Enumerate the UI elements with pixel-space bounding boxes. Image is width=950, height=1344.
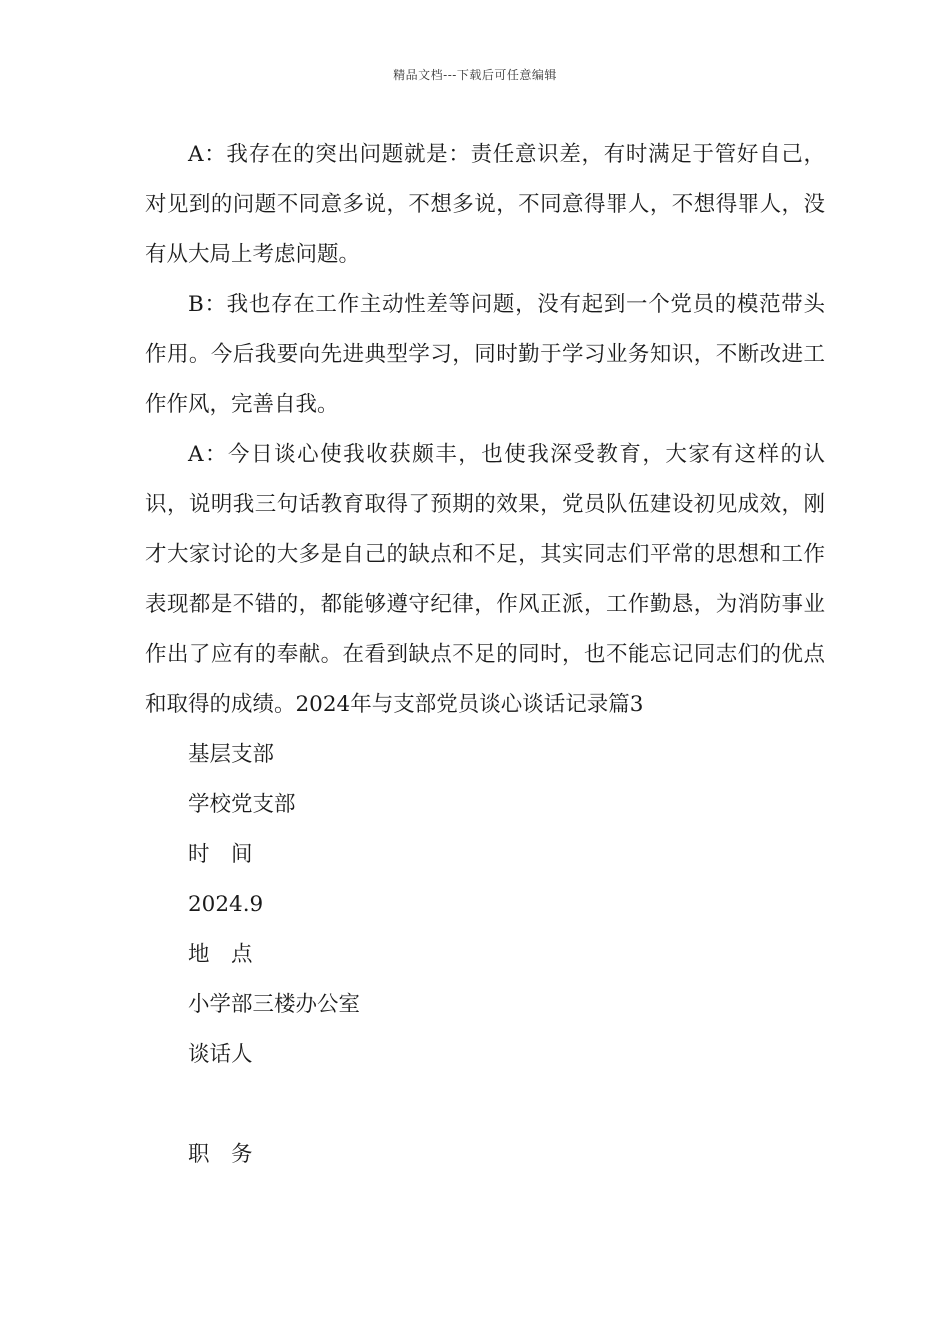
branch-label: 基层支部 bbox=[188, 742, 275, 767]
document-body bbox=[145, 130, 825, 1180]
place-label: 地 点 bbox=[188, 942, 253, 967]
time-label: 时 间 bbox=[188, 842, 253, 867]
paragraph-a-summary: A：今日谈心使我收获颇丰，也使我深受教育，大家有这样的认识，说明我三句话教育取得了预期的效果，党员队伍建设初见成效，刚才大家讨论的大多是自己的缺点和不足，其实同志们平常的思想和工作表现都是不错的，都能够遵守纪律，作风正派，工作勤恳，为消防事业作出了应有的奉献。在看到缺点不足的同时，也不能忘记同志们的优点和取得的成绩。2024年与支部党员谈心谈话记录篇3 bbox=[145, 442, 825, 717]
paragraph-b-response: B：我也存在工作主动性差等问题，没有起到一个党员的模范带头作用。今后我要向先进典型学习，同时勤于学习业务知识，不断改进工作作风，完善自我。 bbox=[145, 292, 825, 417]
time-value: 2024.9 bbox=[188, 892, 264, 917]
branch-value: 学校党支部 bbox=[188, 792, 296, 817]
paragraph-a-problems: A：我存在的突出问题就是：责任意识差，有时满足于管好自己，对见到的问题不同意多说，不想多说，不同意得罪人，不想得罪人，没有从大局上考虑问题。 bbox=[145, 142, 825, 267]
blank-line bbox=[145, 1080, 825, 1130]
speaker-label: 谈话人 bbox=[188, 1042, 253, 1067]
page-header: 精品文档---下载后可任意编辑 bbox=[393, 68, 557, 82]
position-label: 职 务 bbox=[188, 1142, 253, 1167]
place-value: 小学部三楼办公室 bbox=[188, 992, 361, 1017]
